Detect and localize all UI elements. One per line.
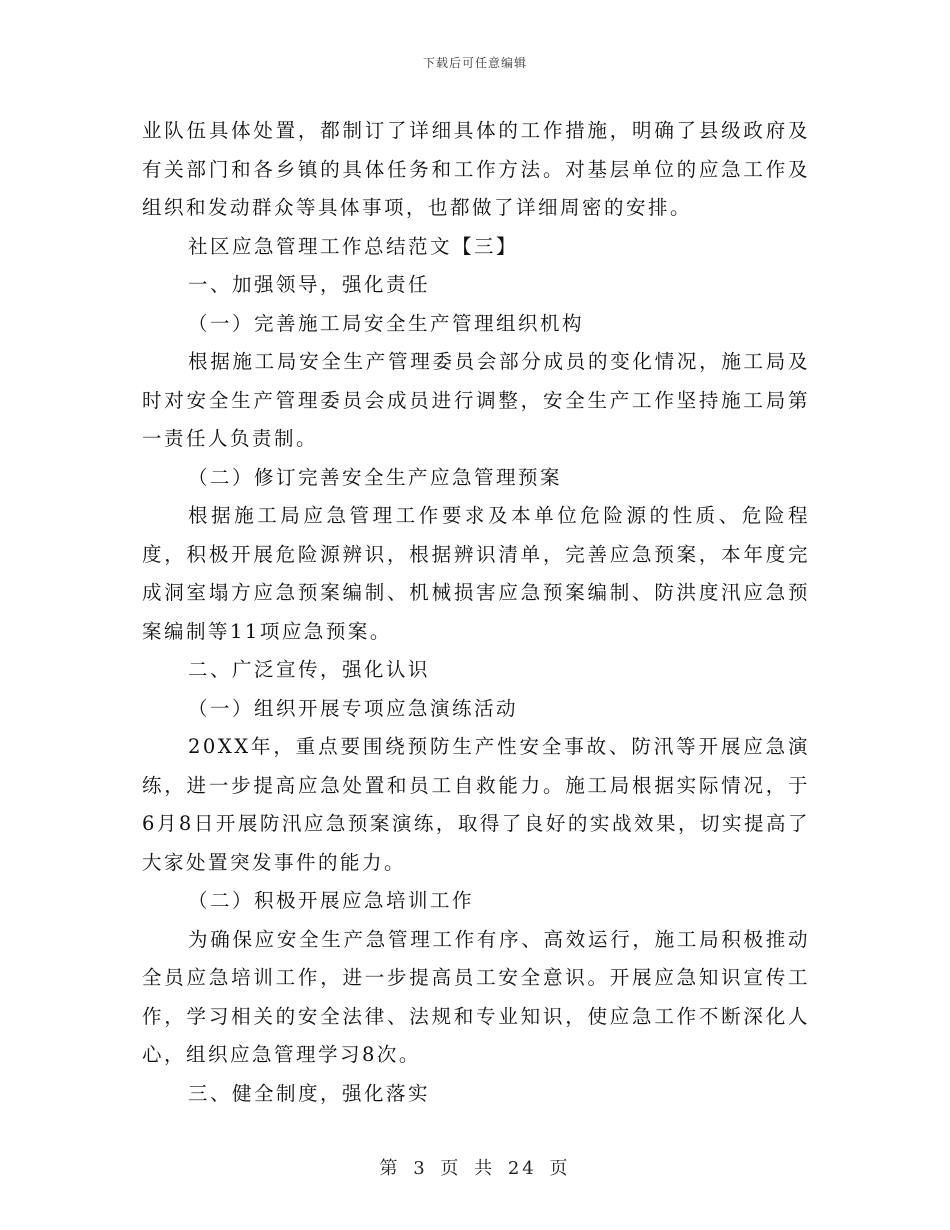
document-body (142, 112, 810, 1113)
subheading-2-1: （一）组织开展专项应急演练活动 (188, 696, 519, 720)
heading-3: 三、健全制度，强化落实 (188, 1081, 431, 1105)
heading-1: 一、加强领导，强化责任 (188, 273, 431, 296)
paragraph: 根据施工局安全生产管理委员会部分成员的变化情况，施工局及时对安全生产管理委员会成员进行调整，安全生产工作坚持施工局第一责任人负责制。 (142, 350, 810, 450)
section-title: 社区应急管理工作总结范文【三】 (188, 234, 519, 258)
heading-2: 二、广泛宣传，强化认识 (188, 658, 431, 681)
paragraph-continuation: 业队伍具体处置，都制订了详细具体的工作措施，明确了县级政府及有关部门和各乡镇的具体任务和工作方法。对基层单位的应急工作及组织和发动群众等具体事项，也都做了详细周密的安排。 (142, 119, 810, 219)
subheading-2-2: （二）积极开展应急培训工作 (188, 889, 475, 912)
page-header: 下载后可任意编辑 (422, 56, 527, 70)
subheading-1-2: （二）修订完善安全生产应急管理预案 (188, 465, 563, 489)
paragraph: 根据施工局应急管理工作要求及本单位危险源的性质、危险程度，积极开展危险源辨识，根据辨识清单，完善应急预案，本年度完成洞室塌方应急预案编制、机械损害应急预案编制、防洪度汛应急预案编制等11项应急预案。 (142, 504, 810, 643)
paragraph: 为确保应安全生产急管理工作有序、高效运行，施工局积极推动全员应急培训工作，进一步提高员工安全意识。开展应急知识宣传工作，学习相关的安全法律、法规和专业知识，使应急工作不断深化人心，组织应急管理学习8次。 (142, 927, 810, 1066)
paragraph: 20XX年，重点要围绕预防生产性安全事故、防汛等开展应急演练，进一步提高应急处置和员工自救能力。施工局根据实际情况，于6月8日开展防汛应急预案演练，取得了良好的实战效果，切实提高了大家处置突发事件的能力。 (142, 735, 810, 874)
subheading-1-1: （一）完善施工局安全生产管理组织机构 (188, 311, 585, 335)
page-number: 第 3 页 共 24 页 (379, 1158, 571, 1179)
